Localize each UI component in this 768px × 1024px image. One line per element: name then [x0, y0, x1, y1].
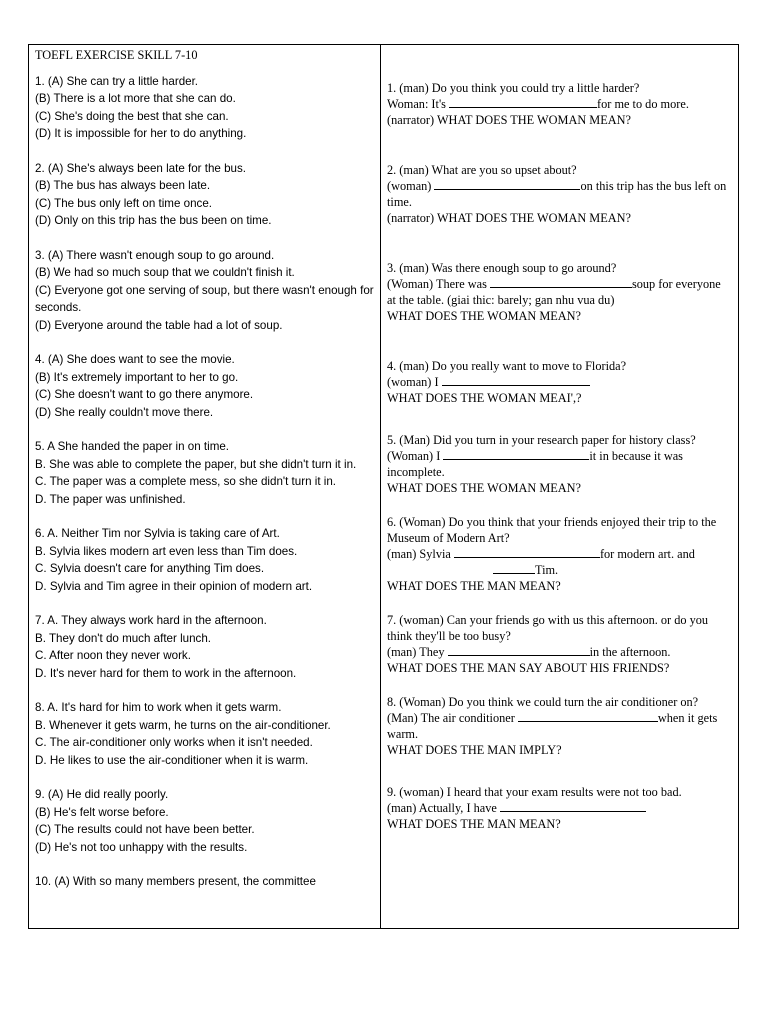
dialogue-line: WHAT DOES THE MAN MEAN? — [387, 579, 561, 593]
answer-options-column — [35, 47, 377, 908]
continuation-text: when it gets warm. — [387, 711, 718, 741]
question-3-options — [35, 247, 377, 335]
option-line: (C) She's doing the best that she can. — [35, 109, 229, 123]
option-line: 10. (A) With so many members present, the committee — [35, 875, 316, 888]
dialogue-column — [387, 80, 731, 850]
question-4-options — [35, 351, 377, 421]
dialogue-line — [387, 710, 731, 742]
dialogue-line: 1. (man) Do you think you could try a little harder? — [387, 81, 640, 95]
dialogue-line: WHAT DOES THE MAN SAY ABOUT HIS FRIENDS? — [387, 661, 670, 675]
question-10-options — [35, 873, 377, 891]
answer-blank[interactable] — [442, 374, 590, 386]
dialogue-line — [387, 178, 731, 210]
speaker-text: (man) They — [387, 645, 448, 659]
option-line: 4. (A) She does want to see the movie. — [35, 353, 235, 366]
continuation-text: for modern art. and — [599, 547, 695, 561]
dialogue-line: WHAT DOES THE WOMAN MEAI',? — [387, 391, 582, 405]
speaker-text: (Man) The air conditioner — [387, 711, 518, 725]
option-line: 1. (A) She can try a little harder. — [35, 74, 199, 88]
option-line: D. He likes to use the air-conditioner when it is warm. — [35, 753, 309, 767]
dialogue-line: 3. (man) Was there enough soup to go around? — [387, 261, 617, 275]
option-line: 3. (A) There wasn't enough soup to go around. — [35, 248, 275, 262]
question-2-options — [35, 160, 377, 230]
dialogue-line: 9. (woman) I heard that your exam results were not too bad. — [387, 785, 682, 799]
dialogue-line: 4. (man) Do you really want to move to Florida? — [387, 359, 627, 373]
dialogue-5 — [387, 432, 731, 496]
dialogue-line: WHAT DOES THE WOMAN MEAN? — [387, 309, 582, 323]
page-title: TOEFL EXERCISE SKILL 7-10 — [35, 48, 198, 62]
speaker-text: Woman: It's — [387, 97, 450, 111]
dialogue-line: WHAT DOES THE MAN MEAN? — [387, 817, 561, 831]
option-line: B. Sylvia likes modern art even less than Tim does. — [35, 544, 298, 558]
option-line: (D) He's not too unhappy with the results. — [35, 840, 248, 854]
option-line: (B) He's felt worse before. — [35, 805, 169, 819]
option-line: (D) Only on this trip has the bus been on time. — [35, 214, 272, 227]
dialogue-line — [387, 562, 731, 578]
answer-blank[interactable] — [449, 96, 597, 108]
dialogue-line — [387, 276, 731, 308]
dialogue-4 — [387, 358, 731, 406]
dialogue-line — [387, 448, 731, 480]
answer-blank[interactable] — [500, 800, 646, 812]
answer-blank[interactable] — [448, 644, 590, 656]
option-line: 8. A. It's hard for him to work when it gets warm. — [35, 701, 282, 714]
continuation-text: for me to do more. — [597, 97, 689, 111]
speaker-text: (woman) I — [387, 375, 442, 389]
option-line: (B) The bus has always been late. — [35, 179, 211, 192]
speaker-text: (Woman) I — [387, 449, 444, 463]
dialogue-line: 8. (Woman) Do you think we could turn the air conditioner on? — [387, 695, 699, 709]
speaker-text: (Woman) There was — [387, 277, 490, 291]
option-line: 9. (A) He did really poorly. — [35, 788, 169, 801]
dialogue-line: 2. (man) What are you so upset about? — [387, 163, 577, 177]
option-line: 5. A She handed the paper in on time. — [35, 440, 230, 453]
dialogue-3 — [387, 260, 731, 324]
option-line: (B) It's extremely important to her to go. — [35, 370, 239, 384]
dialogue-line: 6. (Woman) Do you think that your friends enjoyed their trip to the Museum of Modern Art? — [387, 515, 717, 545]
option-line: (D) Everyone around the table had a lot of soup. — [35, 318, 283, 332]
option-line: D. It's never hard for them to work in the afternoon. — [35, 666, 297, 680]
dialogue-8 — [387, 694, 731, 758]
option-line: (C) She doesn't want to go there anymore. — [35, 388, 254, 401]
answer-blank[interactable] — [518, 710, 658, 722]
option-line: (B) There is a lot more that she can do. — [35, 92, 236, 105]
dialogue-line: WHAT DOES THE WOMAN MEAN? — [387, 481, 582, 495]
dialogue-line — [387, 374, 731, 390]
continuation-text: it in because it was incomplete. — [387, 449, 683, 479]
question-1-options — [35, 73, 377, 143]
speaker-text: (man) Actually, I have — [387, 801, 500, 815]
option-line: B. Whenever it gets warm, he turns on the air-conditioner. — [35, 718, 331, 732]
option-line: (D) She really couldn't move there. — [35, 405, 214, 419]
answer-blank[interactable] — [454, 546, 600, 558]
speaker-text: (man) Sylvia — [387, 547, 454, 561]
continuation-text: in the afternoon. — [589, 645, 671, 659]
option-line: 7. A. They always work hard in the afternoon. — [35, 614, 267, 627]
option-line: B. They don't do much after lunch. — [35, 631, 212, 645]
dialogue-2 — [387, 162, 731, 226]
speaker-text: (woman) — [387, 179, 435, 193]
question-5-options — [35, 438, 377, 508]
option-line: C. Sylvia doesn't care for anything Tim does. — [35, 562, 265, 575]
option-line: (C) The results could not have been better. — [35, 823, 255, 836]
continuation-text: on this trip has the bus left on time. — [387, 179, 727, 209]
option-line: D. The paper was unfinished. — [35, 492, 186, 506]
continuation-text: Tim. — [535, 563, 559, 577]
question-7-options — [35, 612, 377, 682]
dialogue-9 — [387, 784, 731, 832]
dialogue-line: (narrator) WHAT DOES THE WOMAN MEAN? — [387, 113, 631, 127]
option-line: B. She was able to complete the paper, but she didn't turn it in. — [35, 457, 357, 471]
dialogue-7 — [387, 612, 731, 676]
dialogue-line — [387, 644, 731, 660]
option-line: 6. A. Neither Tim nor Sylvia is taking care of Art. — [35, 527, 280, 540]
option-line: C. After noon they never work. — [35, 649, 191, 662]
continuation-text: soup for everyone at the table. (giai thic: barely; gan nhu vua du) — [387, 277, 721, 307]
dialogue-line: 7. (woman) Can your friends go with us this afternoon. or do you think they'll be too busy? — [387, 613, 709, 643]
dialogue-6 — [387, 514, 731, 594]
dialogue-line: (narrator) WHAT DOES THE WOMAN MEAN? — [387, 211, 631, 225]
exercise-table — [28, 44, 739, 929]
option-line: (C) The bus only left on time once. — [35, 196, 212, 210]
question-9-options — [35, 786, 377, 856]
question-8-options — [35, 699, 377, 769]
option-line: C. The paper was a complete mess, so she didn't turn it in. — [35, 475, 337, 488]
answer-blank-continued[interactable] — [493, 562, 535, 574]
dialogue-1 — [387, 80, 731, 128]
answer-blank[interactable] — [443, 448, 589, 460]
option-line: (B) We had so much soup that we couldn't finish it. — [35, 266, 295, 279]
option-line: 2. (A) She's always been late for the bus. — [35, 161, 247, 175]
question-6-options — [35, 525, 377, 595]
option-line: D. Sylvia and Tim agree in their opinion of modern art. — [35, 579, 313, 593]
option-line: (C) Everyone got one serving of soup, but there wasn't enough for seconds. — [35, 283, 374, 314]
dialogue-line: 5. (Man) Did you turn in your research paper for history class? — [387, 433, 696, 447]
column-divider — [380, 45, 381, 928]
dialogue-line — [387, 96, 731, 112]
dialogue-line: WHAT DOES THE MAN IMPLY? — [387, 743, 562, 757]
dialogue-line — [387, 546, 731, 562]
option-line: C. The air-conditioner only works when it isn't needed. — [35, 736, 313, 749]
option-line: (D) It is impossible for her to do anything. — [35, 127, 247, 140]
answer-blank[interactable] — [490, 276, 632, 288]
answer-blank[interactable] — [434, 178, 580, 190]
dialogue-line — [387, 800, 731, 816]
